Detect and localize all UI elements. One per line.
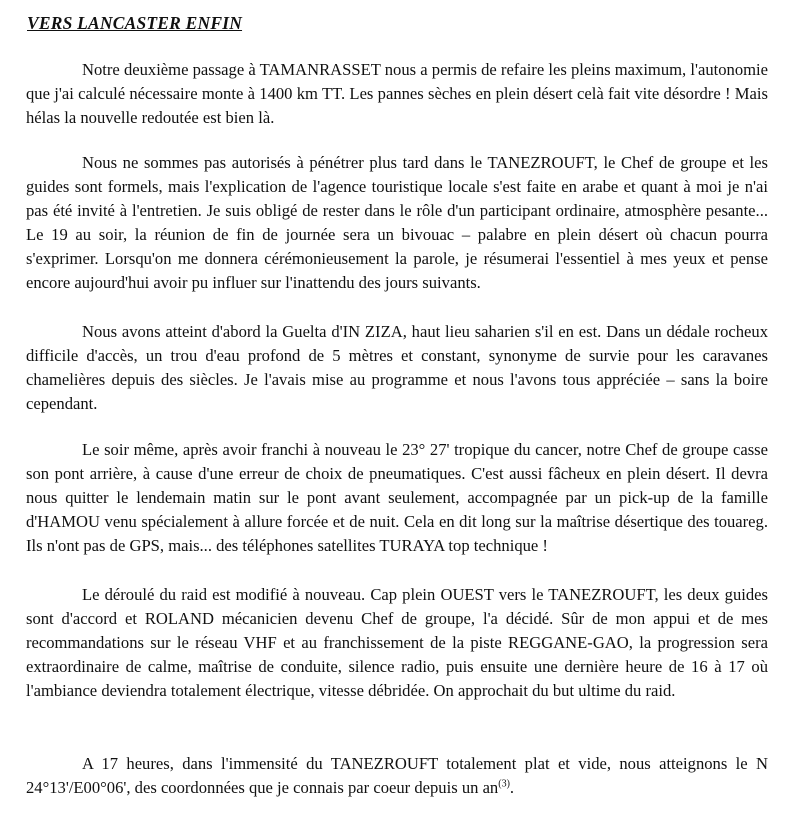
paragraph-6-text: A 17 heures, dans l'immensité du TANEZROUFT totalement plat et vide, nous atteignons le N 24°13'/E00°06', des coordonnées que je connais par coeur depuis un an <box>26 754 768 797</box>
section-title: VERS LANCASTER ENFIN <box>27 13 243 33</box>
paragraph-3 <box>26 320 768 416</box>
paragraph-5-text: Le déroulé du raid est modifié à nouveau. Cap plein OUEST vers le TANEZROUFT, les deux guides sont d'accord et ROLAND mécanicien devenu Chef de groupe, l'a décidé. Sûr de mon appui et de mes recommandations sur le réseau VHF et au franchissement de la piste REGGANE-GAO, la progression sera extraordinaire de calme, maîtrise de conduite, silence radio, puis ensuite une dernière heure de 16 à 17 où l'ambiance deviendra totalement électrique, vitesse débridée. On approchait du but ultime du raid. <box>26 585 768 700</box>
paragraph-2-text: Nous ne sommes pas autorisés à pénétrer plus tard dans le TANEZROUFT, le Chef de groupe et les guides sont formels, mais l'explication de l'agence touristique locale s'est faite en arabe et quant à moi je n'ai pas été invité à l'entretien. Je suis obligé de rester dans le rôle d'un participant ordinaire, atmosphère pesante... Le 19 au soir, la réunion de fin de journée sera un bivouac – palabre en plein désert où chacun pourra s'exprimer. Lorsqu'on me donnera cérémonieusement la parole, je résumerai l'essentiel à mes yeux et pense encore aujourd'hui avoir pu influer sur l'inattendu des jours suivants. <box>26 153 768 292</box>
paragraph-2 <box>26 151 768 295</box>
paragraph-1-text: Notre deuxième passage à TAMANRASSET nous a permis de refaire les pleins maximum, l'autonomie que j'ai calculé nécessaire monte à 1400 km TT. Les pannes sèches en plein désert celà fait vite désordre ! Mais hélas la nouvelle redoutée est bien là. <box>26 60 768 127</box>
paragraph-1 <box>26 58 768 130</box>
paragraph-3-text: Nous avons atteint d'abord la Guelta d'IN ZIZA, haut lieu saharien s'il en est. Dans un dédale rocheux difficile d'accès, un trou d'eau profond de 5 mètres et constant, synonyme de survie pour les caravanes chamelières depuis des siècles. Je l'avais mise au programme et nous l'avons tous appréciée – sans la boire cependant. <box>26 322 768 413</box>
paragraph-5 <box>26 583 768 703</box>
footnote-reference[interactable]: (3) <box>498 778 510 790</box>
paragraph-4 <box>26 438 768 558</box>
paragraph-6 <box>26 752 768 800</box>
paragraph-4-text: Le soir même, après avoir franchi à nouveau le 23° 27' tropique du cancer, notre Chef de groupe casse son pont arrière, à cause d'une erreur de choix de pneumatiques. C'est aussi fâcheux en plein désert. Il devra nous quitter le lendemain matin sur le pont avant seulement, accompagnée par un pick-up de la famille d'HAMOU venu spécialement à allure forcée et de nuit. Cela en dit long sur la maîtrise désertique des touareg. Ils n'ont pas de GPS, mais... des téléphones satellites TURAYA top technique ! <box>26 440 768 555</box>
paragraph-6-end: . <box>509 778 515 797</box>
